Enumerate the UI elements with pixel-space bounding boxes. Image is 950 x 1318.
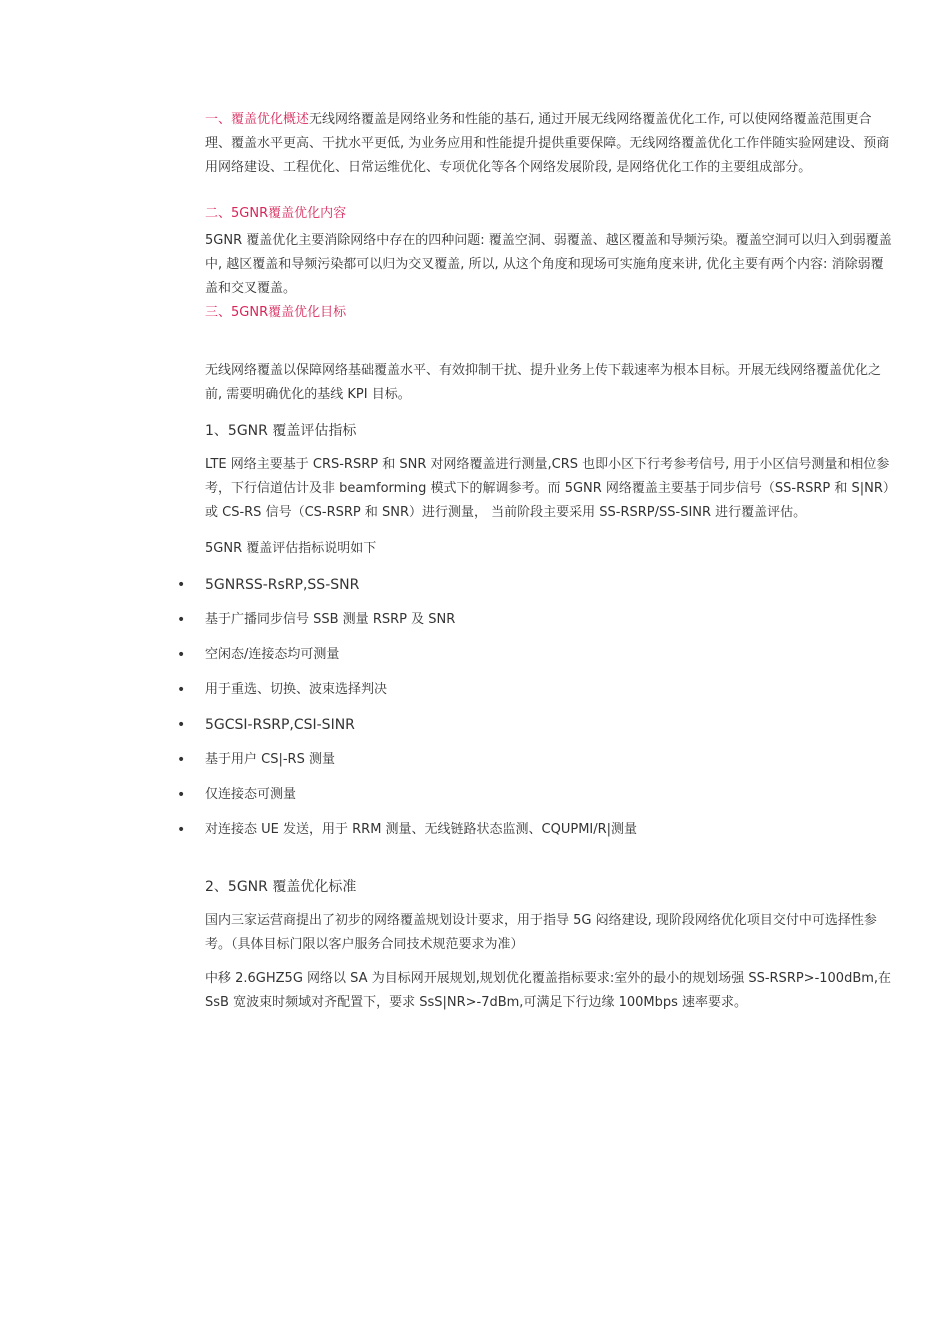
section3-intro: 无线网络覆盖以保障网络基础覆盖水平、有效抑制干扰、提升业务上传下载速率为根本目标。开展无线网络覆盖优化之前, 需要明确优化的基线 KPI 目标。 bbox=[205, 363, 882, 402]
bullet-icon: • bbox=[177, 577, 186, 593]
subsection2-title: 2、5GNR 覆盖优化标准 bbox=[205, 879, 357, 895]
metric-bullet-list bbox=[177, 573, 895, 853]
section1-paragraph bbox=[205, 108, 895, 180]
section3-heading: 三、5GNR覆盖优化目标 bbox=[205, 305, 347, 320]
subsection1-body: LTE 网络主要基于 CRS-RSRP 和 SNR 对网络覆盖进行测量,CRS 也即小区下行考参考信号, 用于小区信号测量和相位参考，下行信道估计及非 beamforming 模式下的解调参考。而 5GNR 网络覆盖主要基于同步信号（SS-RSRP 和 S|NR）或 CS-RS 信号（CS-RSRP 和 SNR）进行测量， 当前阶段主要采用 SS-RSRP/SS-SINR 进行覆盖评估。 bbox=[205, 457, 890, 520]
list-item: • 仅连接态可测量 bbox=[205, 783, 895, 818]
section2-heading: 二、5GNR覆盖优化内容 bbox=[205, 206, 347, 221]
section1-body: 无线网络覆盖是网络业务和性能的基石, 通过开展无线网络覆盖优化工作, 可以使网络覆盖范围更合理、覆盖水平更高、干扰水平更低, 为业务应用和性能提升提供重要保障。无线网络覆盖优化工作伴随实验网建设、预商用网络建设、工程优化、日常运维优化、专项优化等各个网络发展阶段, 是网络优化工作的主要组成部分。 bbox=[205, 112, 890, 175]
section1-heading: 一、覆盖优化概述 bbox=[205, 112, 310, 127]
list-item: • 基于广播同步信号 SSB 测量 RSRP 及 SNR bbox=[205, 608, 895, 643]
bullet-icon: • bbox=[177, 612, 186, 628]
bullet-icon: • bbox=[177, 752, 186, 768]
subsection2-body1: 国内三家运营商提出了初步的网络覆盖规划设计要求，用于指导 5G 闷络建设, 现阶段网络优化项目交付中可选择性参考。（具体目标门限以客户服务合同技术规范要求为准） bbox=[205, 913, 877, 952]
list-item: • 5GNRSS-RsRP,SS-SNR bbox=[205, 573, 895, 608]
bullet-icon: • bbox=[177, 787, 186, 803]
bullet-icon: • bbox=[177, 717, 186, 733]
bullet-icon: • bbox=[177, 682, 186, 698]
list-item: • 对连接态 UE 发送，用于 RRM 测量、无线链路状态监测、CQUPMI/R|测量 bbox=[205, 818, 895, 853]
list-item: • 用于重选、切换、波束选择判决 bbox=[205, 678, 895, 713]
section2-body: 5GNR 覆盖优化主要消除网络中存在的四种问题: 覆盖空洞、弱覆盖、越区覆盖和导频污染。覆盖空洞可以归入到弱覆盖中, 越区覆盖和导频污染都可以归为交叉覆盖, 所以, 从这个角度和现场可实施角度来讲, 优化主要有两个内容: 消除弱覆盖和交叉覆盖。 bbox=[205, 233, 892, 296]
bullet-icon: • bbox=[177, 822, 186, 838]
subsection1-list-intro: 5GNR 覆盖评估指标说明如下 bbox=[205, 541, 377, 556]
bullet-icon: • bbox=[177, 647, 186, 663]
subsection1-title: 1、5GNR 覆盖评估指标 bbox=[205, 423, 357, 439]
subsection2-body2: 中移 2.6GHZ5G 网络以 SA 为目标网开展规划,规划优化覆盖指标要求:室外的最小的规划场强 SS-RSRP>-100dBm,在 SsB 宽波束时频域对齐配置下，要求 SsS|NR>-7dBm,可满足下行边缘 100Mbps 速率要求。 bbox=[205, 971, 892, 1010]
document-content bbox=[177, 108, 895, 1015]
list-item: • 空闲态/连接态均可测量 bbox=[205, 643, 895, 678]
list-item: • 基于用户 CS|-RS 测量 bbox=[205, 748, 895, 783]
list-item: • 5GCSI-RSRP,CSI-SINR bbox=[205, 713, 895, 748]
